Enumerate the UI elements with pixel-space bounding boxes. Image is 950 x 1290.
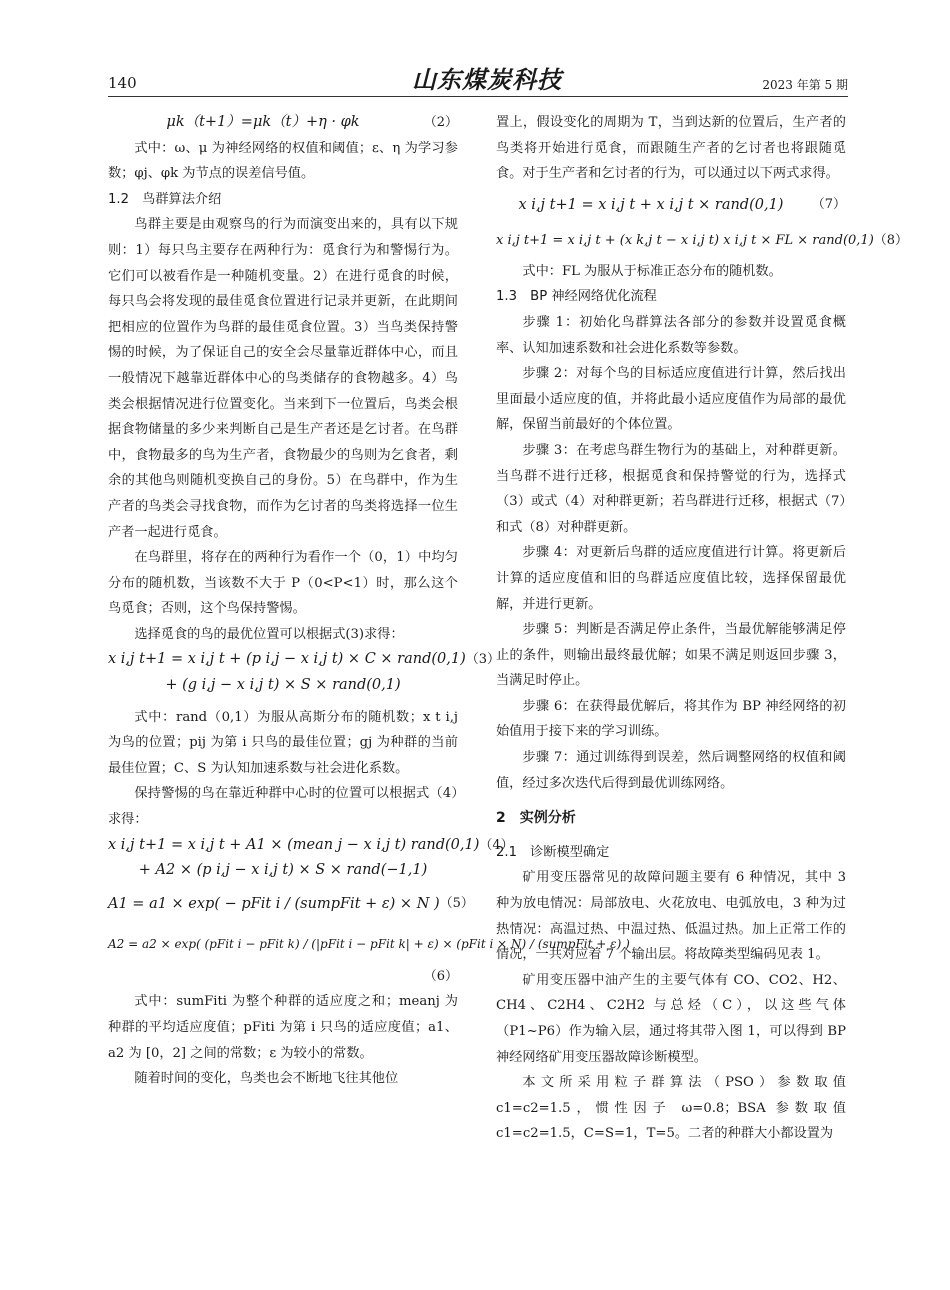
equation-7-number: （7） [811, 196, 846, 212]
journal-logo: 山东煤炭科技 [412, 66, 562, 94]
paragraph-where-1: 式中：ω、μ 为神经网络的权值和阈值；ε、η 为学习参数；φj、φk 为节点的误差信号值。 [108, 140, 458, 182]
equation-8-number: （8） [873, 232, 909, 248]
equation-4 [108, 833, 514, 859]
header-rule [108, 96, 848, 97]
paragraph-gases: 矿用变压器中油产生的主要气体有 CO、CO2、H2、CH4、C2H4、C2H2 与总烃（C），以这些气体（P1~P6）作为输入层，通过将其带入图 1，可以得到 BP 神经网络矿用变压器故障诊断模型。 [496, 972, 846, 1065]
step-7: 步骤 7：通过训练得到误差，然后调整网络的权值和阈值，经过多次迭代后得到最优训练网络。 [496, 750, 846, 791]
equation-7-body: x i,j t+1 = x i,j t + x i,j t × rand(0,1) [518, 196, 784, 213]
equation-5-number: （5） [439, 895, 474, 911]
paragraph-where-6: 式中：sumFiti 为整个种群的适应度之和；meanj 为种群的平均适应度值；pFiti 为第 i 只鸟的适应度值；a1、a2 为 [0，2] 之间的常数；ε 为较小的常数。 [108, 994, 458, 1061]
paragraph-movement-continued: 置上，假设变化的周期为 T，当到达新的位置后，生产者的鸟类将开始进行觅食，而跟随生产者的乞讨者也将跟随觅食。对于生产者和乞讨者的行为，可以通过以下两式求得。 [496, 115, 846, 182]
section-2-title: 2 实例分析 [496, 810, 576, 827]
issue-label: 2023 年第 5 期 [762, 78, 848, 92]
equation-3 [108, 647, 501, 673]
paragraph-eq3-intro: 选择觅食的鸟的最优位置可以根据式(3)求得： [134, 626, 404, 642]
equation-2-number: （2） [423, 115, 458, 130]
equation-3-line-1: x i,j t+1 = x i,j t + (p i,j − x i,j t) × C × rand(0,1) [108, 651, 466, 668]
equation-4-number: （4） [479, 837, 514, 853]
paragraph-where-8: 式中：FL 为服从于标准正态分布的随机数。 [522, 263, 782, 279]
equation-5-body: A1 = a1 × exp( − pFit i / (sumpFit + ε) × N ) [108, 895, 440, 912]
step-1: 步骤 1：初始化鸟群算法各部分的参数并设置觅食概率、认知加速系数和社会进化系数等参数。 [496, 314, 846, 356]
page-header [108, 60, 848, 96]
equation-2-body: μk（t+1）=μk（t）+η · φk [166, 114, 360, 130]
step-4: 步骤 4：对更新后鸟群的适应度值进行计算。将更新后计算的适应度值和旧的鸟群适应度值比较，选择保留最优解，并进行更新。 [496, 545, 846, 612]
paragraph-rules: 鸟群主要是由观察鸟的行为而演变出来的，具有以下规则：1）每只鸟主要存在两种行为：觅食行为和警惕行为。它们可以被看作是一种随机变量。2）在进行觅食的时候，每只鸟会将发现的最佳觅食位置进行记录并更新，在此期间把相应的位置作为鸟群的最佳觅食位置。3）当鸟类保持警惕的时候，为了保证自己的安全会尽量靠近群体中心，而且一般情况下越靠近群体中心的鸟类储存的食物越多。4）鸟类会根据情况进行位置变化。当来到下一位置后，鸟类会根据食物储量的多少来判断自己是生产者还是乞讨者。在鸟群中，食物最多的鸟为生产者，食物最少的鸟则为乞食者，剩余的其他鸟则随机变换自己的身份。5）在鸟群中，作为生产者的鸟类会寻找食物，而作为乞讨者的鸟类将选择一位生产者一起进行觅食。 [108, 217, 458, 540]
paragraph-parameters: 本文所采用粒子群算法（PSO）参数取值 c1=c2=1.5，惯性因子 ω=0.8；BSA 参数取值 c1=c2=1.5，C=S=1，T=5。二者的种群大小都设置为 [496, 1075, 846, 1142]
equation-4-line-1: x i,j t+1 = x i,j t + A1 × (mean j − x i,j t) rand(0,1) [108, 836, 480, 853]
step-5: 步骤 5：判断是否满足停止条件，当最优解能够满足停止的条件，则输出最终最优解；如果不满足则返回步骤 3，当满足时停止。 [496, 622, 846, 689]
paragraph-eq4-intro: 保持警惕的鸟在靠近种群中心时的位置可以根据式（4）求得： [108, 786, 458, 828]
step-6: 步骤 6：在获得最优解后，将其作为 BP 神经网络的初始值用于接下来的学习训练。 [496, 698, 846, 740]
paragraph-movement: 随着时间的变化，鸟类也会不断地飞往其他位 [134, 1071, 399, 1087]
equation-6-number: （6） [423, 968, 458, 984]
equation-5 [108, 884, 474, 924]
equation-4-line-2: + A2 × (p i,j − x i,j t) × S × rand(−1,1) [138, 862, 428, 879]
equation-2 [108, 110, 458, 136]
paragraph-faults: 矿用变压器常见的故障问题主要有 6 种情况，其中 3 种为放电情况：局部放电、火花放电、电弧放电，3 种为过热情况：高温过热、中温过热、低温过热。加上正常工作的情况，一共对应着 7 个输出层。将故障类型编码见表 1。 [496, 870, 846, 963]
equation-3-line-2: + (g i,j − x i,j t) × S × rand(0,1) [165, 677, 401, 694]
step-3: 步骤 3：在考虑鸟群生物行为的基础上，对种群更新。当鸟群不进行迁移，根据觅食和保持警觉的行为，选择式（3）或式（4）对种群更新；若鸟群进行迁移，根据式（7）和式（8）对种群更新。 [496, 442, 846, 535]
step-2: 步骤 2：对每个鸟的目标适应度值进行计算，然后找出里面最小适应度的值，并将此最小适应度值作为局部的最优解，保留当前最好的个体位置。 [496, 366, 846, 433]
equation-7 [496, 187, 846, 223]
section-1-3-title: 1.3 BP 神经网络优化流程 [496, 289, 657, 305]
section-2-1-title: 2.1 诊断模型确定 [496, 844, 610, 860]
equation-8 [496, 223, 909, 259]
right-column [496, 110, 909, 1147]
equation-6-body: A2 = a2 × exp( (pFit i − pFit k) / (|pFit i − pFit k| + ε) × (pFit i × N) / (sumpFit + ε) ) [108, 936, 630, 951]
section-1-2-title: 1.2 鸟群算法介绍 [108, 191, 222, 207]
paragraph-behaviour: 在鸟群里，将存在的两种行为看作一个（0，1）中均匀分布的随机数，当该数不大于 P（0<P<1）时，那么这个鸟觅食；否则，这个鸟保持警惕。 [108, 550, 458, 617]
equation-8-body: x i,j t+1 = x i,j t + (x k,j t − x i,j t) x i,j t × FL × rand(0,1) [496, 232, 874, 248]
page-number: 140 [108, 74, 137, 92]
paragraph-where-3: 式中：rand（0,1）为服从高斯分布的随机数；x t i,j 为鸟的位置；pij 为第 i 只鸟的最佳位置；gj 为种群的当前最佳位置；C、S 为认知加速系数与社会进化系数。 [108, 709, 458, 776]
equation-3-number: （3） [465, 652, 501, 668]
